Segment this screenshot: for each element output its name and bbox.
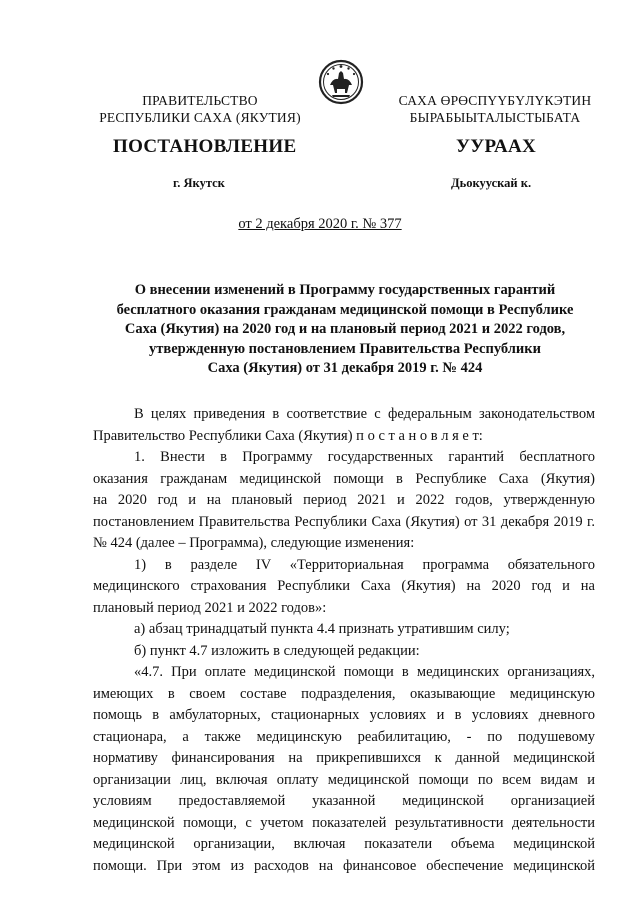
body-line: помощь в амбулаторных, стационарных условиях и в условиях дневного (93, 707, 595, 723)
body-line: помощи. При этом из расходов на финансовое обеспечение медицинской (93, 857, 595, 874)
body-line: «4.7. При оплате медицинской помощи в медицинских организациях, (134, 664, 595, 680)
document-body (93, 404, 595, 877)
body-line: № 424 (далее – Программа), следующие изменения: (93, 535, 415, 551)
body-line: а) абзац тринадцатый пункта 4.4 признать утратившим силу; (134, 621, 510, 637)
body-line: постановлением Правительства Республики Саха (Якутия) от 31 декабря 2019 г. (93, 513, 595, 530)
title-line: О внесении изменений в Программу государственных гарантий (134, 282, 556, 298)
government-name-yakut-line-1: САХА ӨРӨСПҮҮБҮЛҮКЭТИН (398, 93, 592, 108)
coat-of-arms-icon (318, 58, 364, 106)
government-name-line-1: ПРАВИТЕЛЬСТВО (142, 93, 258, 108)
body-line: условиям предоставляемой указанной медицинской организацией (93, 793, 595, 809)
body-line: плановый период 2021 и 2022 годов»: (93, 599, 327, 616)
document-type-russian: ПОСТАНОВЛЕНИЕ (113, 136, 297, 157)
body-line: нормативу финансирования на прикрепившихся к данной медицинской (93, 750, 595, 766)
government-name-yakut (380, 92, 610, 126)
document-type-yakut: УУРААХ (456, 136, 537, 157)
body-line: на 2020 год и на плановый период 2021 и 2022 годов, утвержденную (93, 492, 595, 508)
title-line: Саха (Якутия) на 2020 год и на плановый период 2021 и 2022 годов, (124, 321, 566, 337)
body-line: организации лиц, включая оплату медицинской помощи по всем видам и (93, 771, 595, 788)
city-russian: г. Якутск (173, 176, 225, 190)
government-name-yakut-line-2: БЫРАБЫЫТАЛЫСТЫБАТА (409, 110, 581, 125)
title-line: утвержденную постановлением Правительства Республики (149, 340, 541, 357)
body-line: медицинской организации, включая показатели объема медицинской (93, 836, 595, 852)
document-date-number (0, 216, 640, 233)
city-yakut: Дьокуускай к. (451, 176, 532, 190)
title-line: бесплатного оказания гражданам медицинской помощи в Республике (116, 301, 574, 318)
body-line: имеющих в своем составе подразделения, оказывающие медицинскую (93, 685, 595, 702)
government-name-line-2: РЕСПУБЛИКИ САХА (ЯКУТИЯ) (99, 110, 301, 125)
document-title (95, 281, 595, 379)
date-number-text: от 2 декабря 2020 г. № 377 (238, 216, 402, 232)
body-line: медицинского страхования Республики Саха (Якутия) на 2020 год и на (93, 578, 595, 594)
body-line: В целях приведения в соответствие с федеральным законодательством (134, 406, 595, 422)
body-line: стационара, а также медицинскую реабилитацию, - по подушевому (93, 728, 595, 745)
government-name-russian (95, 92, 305, 126)
title-line: Саха (Якутия) от 31 декабря 2019 г. № 424 (207, 360, 483, 376)
body-line: 1) в разделе IV «Территориальная программа обязательного (134, 556, 595, 573)
body-line: оказания гражданам медицинской помощи в Республике Саха (Якутия) (93, 470, 595, 487)
body-line: медицинской помощи, с учетом показателей результативности деятельности (93, 814, 595, 831)
body-line: Правительство Республики Саха (Якутия) п о с т а н о в л я е т: (93, 427, 483, 444)
body-line: б) пункт 4.7 изложить в следующей редакции: (134, 642, 420, 659)
body-line: 1. Внести в Программу государственных гарантий бесплатного (134, 449, 595, 465)
